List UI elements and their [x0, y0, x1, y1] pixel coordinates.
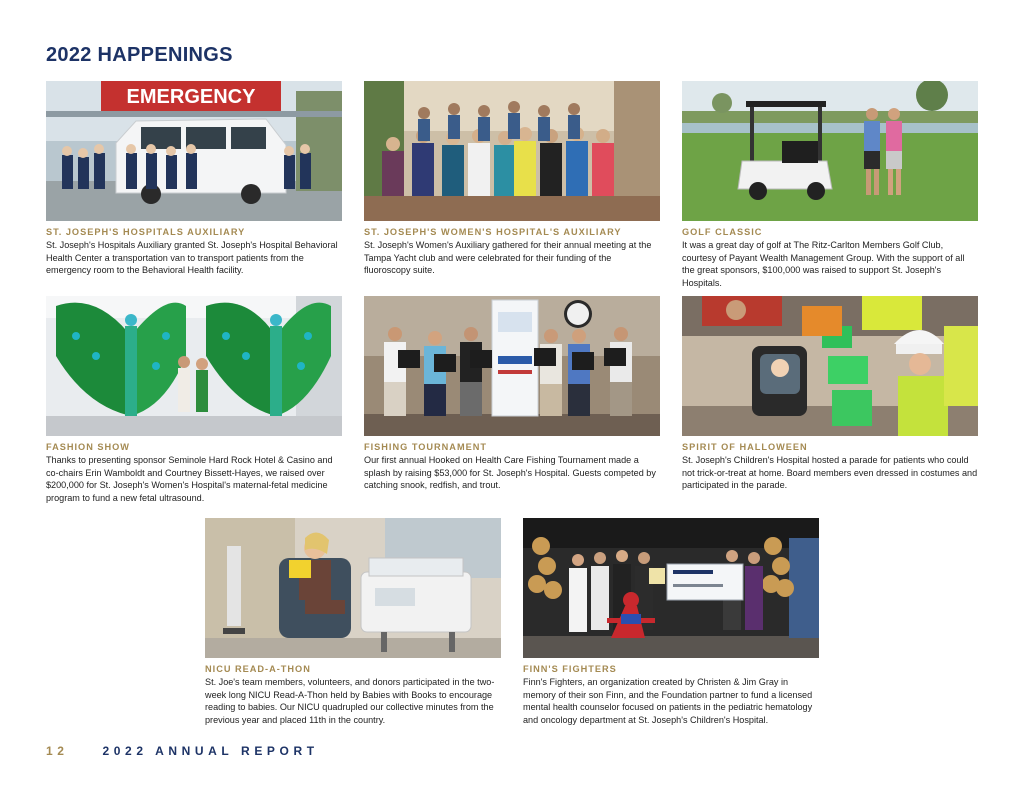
- page-footer: [46, 744, 319, 758]
- card-spirit-of-halloween: [682, 296, 978, 492]
- card-title: ST. JOSEPH'S WOMEN'S HOSPITAL'S AUXILIARY: [364, 227, 622, 237]
- photo-halloween-parade: [682, 296, 978, 436]
- card-title: FINN'S FIGHTERS: [523, 664, 617, 674]
- photo-emergency-van: [46, 81, 342, 221]
- card-fishing-tournament: [364, 296, 660, 492]
- card-body: St. Joseph's Children's Hospital hosted a parade for patients who could not trick-or-treat at home. Board members even dressed in costumes and participated in the parade.: [682, 455, 978, 491]
- card-body: St. Joseph's Hospitals Auxiliary granted St. Joseph's Hospital Behavioral Health Center a transportation van to transport patients from the emergency room to the Behavioral Health facility.: [46, 240, 338, 276]
- photo-golf-cart: [682, 81, 978, 221]
- card-title: FASHION SHOW: [46, 442, 130, 452]
- card-body: Finn's Fighters, an organization created by Christen & Jim Gray in memory of their son Finn, and the Foundation partner to fund a licensed mental health counselor focused on patients in the pediatric hematology and oncology department at St. Joseph's Children's Hospital.: [523, 677, 813, 725]
- photo-nicu-reading: [205, 518, 501, 658]
- card-womens-auxiliary: [364, 81, 660, 277]
- card-title: ST. JOSEPH'S HOSPITALS AUXILIARY: [46, 227, 246, 237]
- card-title: GOLF CLASSIC: [682, 227, 763, 237]
- card-title: SPIRIT OF HALLOWEEN: [682, 442, 808, 452]
- card-nicu-read-a-thon: [205, 518, 501, 726]
- page-title: 2022 HAPPENINGS: [46, 44, 233, 66]
- card-body: St. Joe's team members, volunteers, and donors participated in the two-week long NICU Read-A-Thon held by Babies with Books to encourage reading to babies. Our NICU quadrupled our collective minutes from the previous year and placed 11th in the country.: [205, 677, 495, 725]
- card-title: FISHING TOURNAMENT: [364, 442, 487, 452]
- card-title: NICU READ-A-THON: [205, 664, 311, 674]
- card-auxiliary: [46, 81, 342, 277]
- photo-fishing-winners: [364, 296, 660, 436]
- card-body: It was a great day of golf at The Ritz-Carlton Members Golf Club, courtesy of Payant Wealth Management Group. With the support of all the great sponsors, $100,000 was raised to support St. Joseph's Hospitals.: [682, 240, 965, 288]
- card-fashion-show: [46, 296, 342, 504]
- photo-womens-group: [364, 81, 660, 221]
- page-number: 12: [46, 744, 69, 758]
- card-body: Thanks to presenting sponsor Seminole Hard Rock Hotel & Casino and co-chairs Erin Wamboldt and Courtney Bissett-Hayes, we raised over $200,000 for St. Joseph's Women's Hospital's maternal-fetal medicine program to fund a new fetal ultrasound.: [46, 455, 333, 503]
- report-label: 2022 ANNUAL REPORT: [102, 744, 319, 758]
- card-body: Our first annual Hooked on Health Care Fishing Tournament made a splash by raising $53,000 for St. Joseph's Hospital. Guests competed by catching snook, redfish, and trout.: [364, 455, 656, 491]
- photo-peacock-costumes: [46, 296, 342, 436]
- card-finns-fighters: [523, 518, 819, 726]
- card-golf-classic: [682, 81, 978, 289]
- photo-finns-fighters-check: [523, 518, 819, 658]
- emergency-sign-text: EMERGENCY: [126, 86, 256, 108]
- card-body: St. Joseph's Women's Auxiliary gathered for their annual meeting at the Tampa Yacht club and were celebrated for their funding of the fluoroscopy suite.: [364, 240, 652, 276]
